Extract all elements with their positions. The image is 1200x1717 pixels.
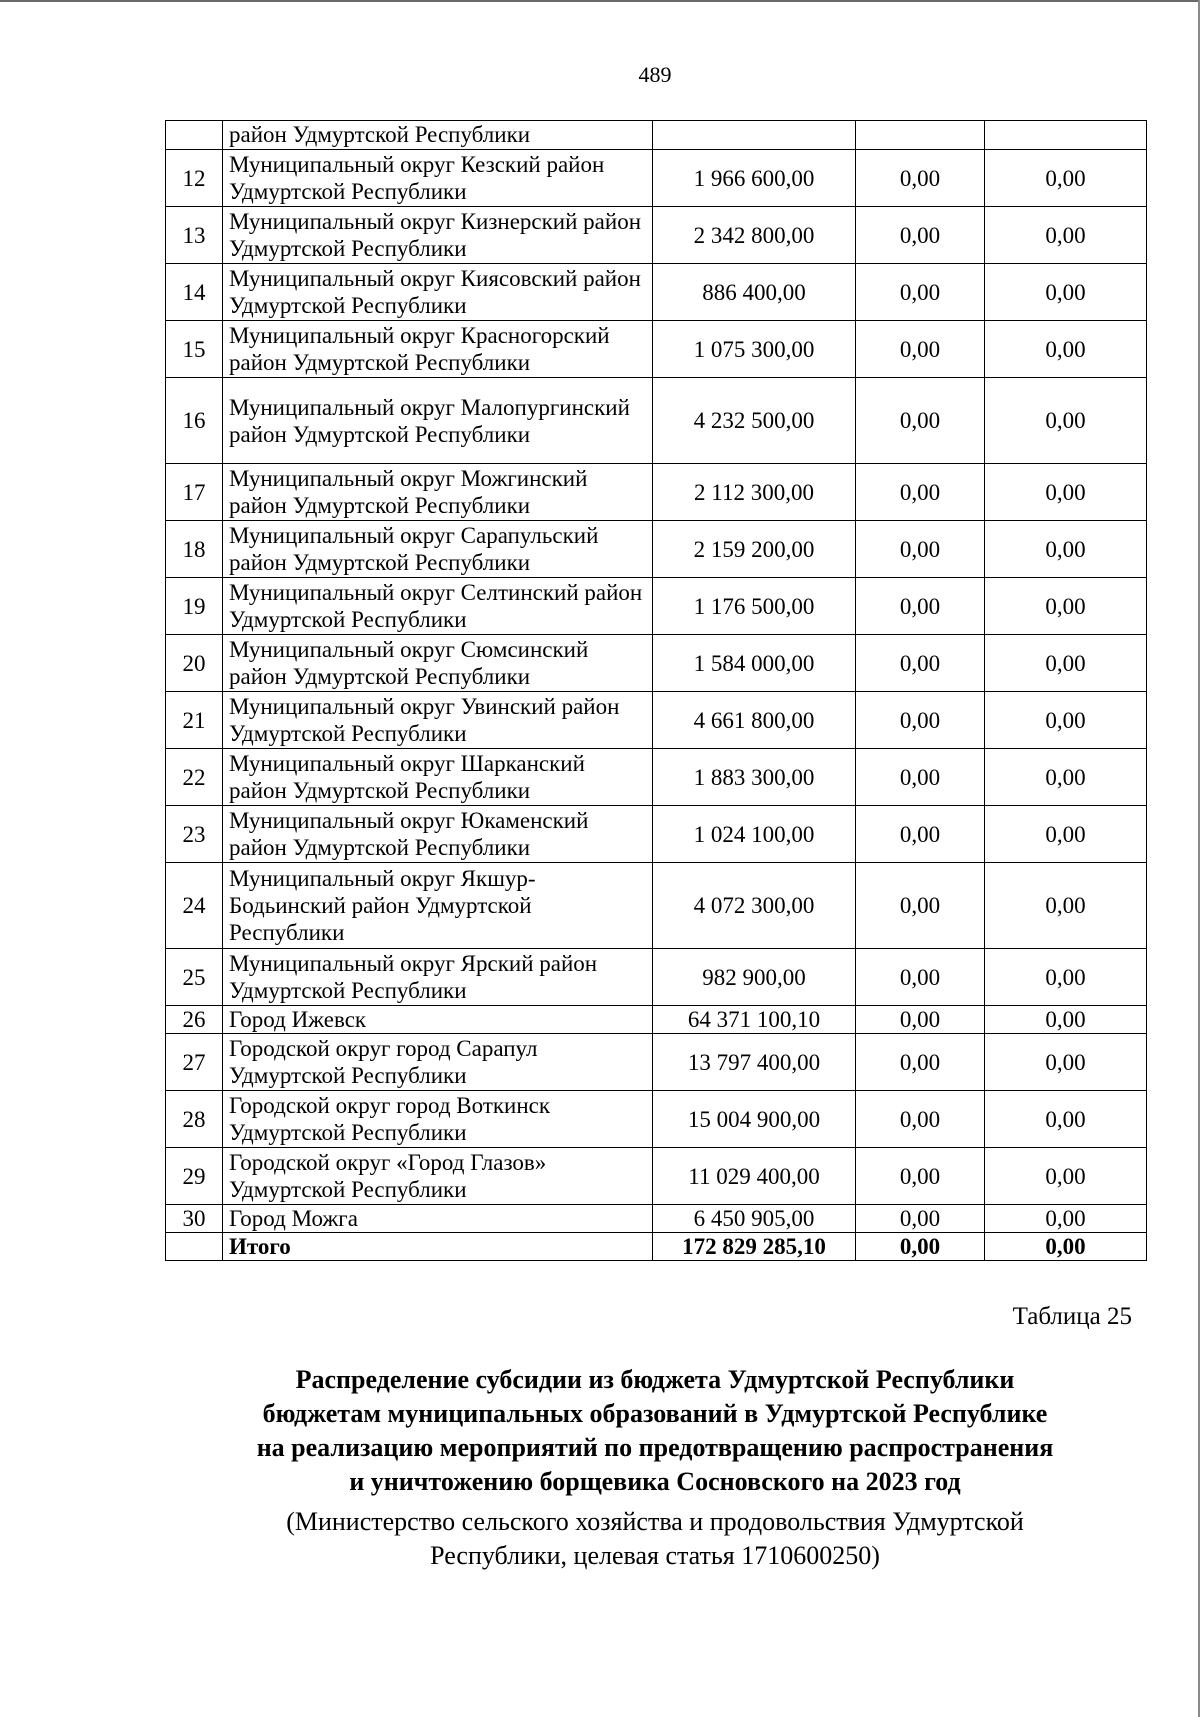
municipality-name: Муниципальный округ Малопургинский район Удмуртской Республики (223, 378, 653, 464)
table-row (166, 806, 1147, 863)
row-number: 14 (166, 264, 223, 321)
subsidy-amount: 982 900,00 (653, 949, 856, 1006)
amount-col2: 0,00 (856, 321, 985, 378)
amount-col3: 0,00 (985, 378, 1147, 464)
total-amount-col2: 0,00 (856, 1233, 985, 1261)
municipality-name: Городской округ «Город Глазов» Удмуртской Республики (223, 1148, 653, 1205)
subsidy-amount (653, 121, 856, 150)
municipality-name: Муниципальный округ Юкаменский район Удмуртской Республики (223, 806, 653, 863)
amount-col2: 0,00 (856, 264, 985, 321)
table-row (166, 863, 1147, 949)
municipality-name: Муниципальный округ Селтинский район Удмуртской Республики (223, 578, 653, 635)
subsidy-amount: 886 400,00 (653, 264, 856, 321)
row-number: 19 (166, 578, 223, 635)
table-row (166, 1034, 1147, 1091)
amount-col2: 0,00 (856, 1148, 985, 1205)
row-number: 24 (166, 863, 223, 949)
subsidy-amount: 1 584 000,00 (653, 635, 856, 692)
total-amount-col3: 0,00 (985, 1233, 1147, 1261)
municipality-name: Городской округ город Воткинск Удмуртской Республики (223, 1091, 653, 1148)
table-subtitle (160, 1505, 1150, 1573)
amount-col3 (985, 121, 1147, 150)
subsidy-amount: 4 661 800,00 (653, 692, 856, 749)
row-number: 20 (166, 635, 223, 692)
amount-col2 (856, 121, 985, 150)
amount-col3: 0,00 (985, 635, 1147, 692)
amount-col2: 0,00 (856, 521, 985, 578)
row-number: 29 (166, 1148, 223, 1205)
page-number: 489 (638, 62, 672, 87)
amount-col3: 0,00 (985, 1034, 1147, 1091)
amount-col3: 0,00 (985, 264, 1147, 321)
row-number: 16 (166, 378, 223, 464)
subsidy-amount: 13 797 400,00 (653, 1034, 856, 1091)
row-number: 25 (166, 949, 223, 1006)
municipality-name: Муниципальный округ Кезский район Удмуртской Республики (223, 150, 653, 207)
row-number: 13 (166, 207, 223, 264)
municipality-name: Муниципальный округ Киясовский район Удмуртской Республики (223, 264, 653, 321)
amount-col3: 0,00 (985, 321, 1147, 378)
subsidy-amount: 11 029 400,00 (653, 1148, 856, 1205)
table-row (166, 749, 1147, 806)
row-number: 17 (166, 464, 223, 521)
amount-col3: 0,00 (985, 749, 1147, 806)
table-row (166, 635, 1147, 692)
row-number: 30 (166, 1205, 223, 1233)
amount-col3: 0,00 (985, 464, 1147, 521)
amount-col3: 0,00 (985, 1205, 1147, 1233)
row-number: 18 (166, 521, 223, 578)
table-row (166, 692, 1147, 749)
amount-col2: 0,00 (856, 806, 985, 863)
municipality-name: Муниципальный округ Сюмсинский район Удмуртской Республики (223, 635, 653, 692)
amount-col3: 0,00 (985, 578, 1147, 635)
row-number: 15 (166, 321, 223, 378)
municipality-name: Муниципальный округ Сарапульский район Удмуртской Республики (223, 521, 653, 578)
amount-col2: 0,00 (856, 949, 985, 1006)
municipality-name: Муниципальный округ Шарканский район Удмуртской Республики (223, 749, 653, 806)
amount-col2: 0,00 (856, 1034, 985, 1091)
table-row (166, 207, 1147, 264)
table-row (166, 578, 1147, 635)
table-row (166, 150, 1147, 207)
amount-col2: 0,00 (856, 378, 985, 464)
amount-col2: 0,00 (856, 692, 985, 749)
subsidy-amount: 1 883 300,00 (653, 749, 856, 806)
amount-col2: 0,00 (856, 1006, 985, 1034)
table-row (166, 464, 1147, 521)
subsidy-amount: 6 450 905,00 (653, 1205, 856, 1233)
amount-col2: 0,00 (856, 635, 985, 692)
subsidy-amount: 64 371 100,10 (653, 1006, 856, 1034)
amount-col3: 0,00 (985, 150, 1147, 207)
subsidy-amount: 1 075 300,00 (653, 321, 856, 378)
amount-col2: 0,00 (856, 1091, 985, 1148)
amount-col3: 0,00 (985, 1148, 1147, 1205)
table-row (166, 264, 1147, 321)
table-title (160, 1363, 1150, 1499)
table-row (166, 121, 1147, 150)
table-row (166, 1148, 1147, 1205)
table-label: Таблица 25 (1012, 1303, 1132, 1330)
subsidy-amount: 4 232 500,00 (653, 378, 856, 464)
row-number: 23 (166, 806, 223, 863)
amount-col3: 0,00 (985, 521, 1147, 578)
row-number: 22 (166, 749, 223, 806)
row-number: 28 (166, 1091, 223, 1148)
total-label: Итого (223, 1233, 653, 1261)
table-row (166, 1006, 1147, 1034)
amount-col3: 0,00 (985, 692, 1147, 749)
subsidy-amount: 2 112 300,00 (653, 464, 856, 521)
municipality-name: Муниципальный округ Якшур-Бодьинский район Удмуртской Республики (223, 863, 653, 949)
title-line: бюджетам муниципальных образований в Удмуртской Республике (262, 1399, 1048, 1428)
subsidy-amount: 1 966 600,00 (653, 150, 856, 207)
municipality-name: Муниципальный округ Красногорский район Удмуртской Республики (223, 321, 653, 378)
municipality-name: Город Ижевск (223, 1006, 653, 1034)
subsidy-amount: 15 004 900,00 (653, 1091, 856, 1148)
municipality-name: район Удмуртской Республики (223, 121, 653, 150)
total-subsidy-amount: 172 829 285,10 (653, 1233, 856, 1261)
amount-col3: 0,00 (985, 863, 1147, 949)
municipality-name: Город Можга (223, 1205, 653, 1233)
amount-col2: 0,00 (856, 863, 985, 949)
municipality-name: Городской округ город Сарапул Удмуртской Республики (223, 1034, 653, 1091)
amount-col3: 0,00 (985, 207, 1147, 264)
amount-col3: 0,00 (985, 1006, 1147, 1034)
amount-col2: 0,00 (856, 749, 985, 806)
table-row (166, 521, 1147, 578)
subsidy-amount: 2 342 800,00 (653, 207, 856, 264)
subsidy-amount: 4 072 300,00 (653, 863, 856, 949)
amount-col3: 0,00 (985, 1091, 1147, 1148)
table-row (166, 1091, 1147, 1148)
row-number: 27 (166, 1034, 223, 1091)
subsidy-amount: 1 024 100,00 (653, 806, 856, 863)
municipality-name: Муниципальный округ Увинский район Удмуртской Республики (223, 692, 653, 749)
row-number: 21 (166, 692, 223, 749)
row-number: 26 (166, 1006, 223, 1034)
title-line: Распределение субсидии из бюджета Удмуртской Республики (295, 1365, 1015, 1394)
amount-col2: 0,00 (856, 578, 985, 635)
table-row (166, 321, 1147, 378)
row-number (166, 121, 223, 150)
total-row (166, 1233, 1147, 1261)
subsidy-table (165, 120, 1147, 1261)
row-number: 12 (166, 150, 223, 207)
table-row (166, 949, 1147, 1006)
municipality-name: Муниципальный округ Кизнерский район Удмуртской Республики (223, 207, 653, 264)
amount-col2: 0,00 (856, 1205, 985, 1233)
amount-col2: 0,00 (856, 207, 985, 264)
amount-col2: 0,00 (856, 464, 985, 521)
subtitle-line: Республики, целевая статья 1710600250) (430, 1541, 880, 1570)
amount-col2: 0,00 (856, 150, 985, 207)
municipality-name: Муниципальный округ Можгинский район Удмуртской Республики (223, 464, 653, 521)
subsidy-amount: 1 176 500,00 (653, 578, 856, 635)
amount-col3: 0,00 (985, 806, 1147, 863)
table-row (166, 378, 1147, 464)
municipality-name: Муниципальный округ Ярский район Удмуртской Республики (223, 949, 653, 1006)
subtitle-line: (Министерство сельского хозяйства и продовольствия Удмуртской (286, 1507, 1024, 1536)
scan-edge-top (0, 0, 1200, 2)
table-row (166, 1205, 1147, 1233)
title-line: на реализацию мероприятий по предотвращению распространения (256, 1433, 1054, 1462)
title-line: и уничтожению борщевика Сосновского на 2023 год (349, 1467, 961, 1496)
amount-col3: 0,00 (985, 949, 1147, 1006)
subsidy-amount: 2 159 200,00 (653, 521, 856, 578)
total-number (166, 1233, 223, 1261)
